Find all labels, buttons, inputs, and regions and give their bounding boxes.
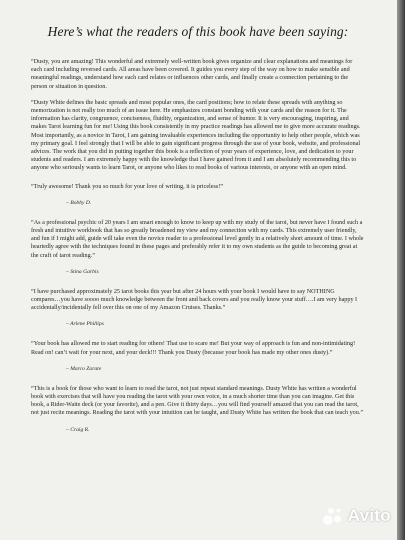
testimonial-author: – Marco Zarate [66, 365, 102, 372]
testimonial-text: “This is a book for those who want to learn to read the tarot, not just repeat standard meanings. Dusty White has written a wonderful book with exercises that will have you reading the tarot with your own voice, in a much shorter time than you can imagine. Get this book, a Rider-Waite deck (or your favorite), and a pen. Give it thirty days…you will find yourself amazed that you can read the tarot, not just recite meanings. Reading the tarot with your intuition can be taught, and Dusty White has written the book that can teach you.” [31, 385, 364, 417]
testimonial-text: “I have purchased approximately 25 tarot books this year but after 24 hours with your book I would have to say NOTHING compares…you have soooo much knowledge between the front and back covers and you really know your stuff….I am very happy I accidentally/incidentally fell over this on one of my Amazon Cruises. Thanks.” [31, 288, 358, 312]
testimonial-text: “Truly awesome! Thank you so much for your love of writing, it is priceless!” [31, 183, 224, 190]
testimonial-author: – Bobby D. [66, 199, 92, 206]
testimonial-author: – Craig R. [66, 426, 90, 433]
testimonial-author: – Stina Garbis [66, 268, 99, 275]
page-edge-shadow [397, 0, 405, 540]
page-heading: Here’s what the readers of this book have been saying: [47, 24, 349, 39]
testimonial-text: “Your book has allowed me to start reading for others! That use to scare me! But your way of approach is fun and non-intimidating! Read on! can’t wait for your next, and your deck!!! Thank you Dusty (because your book has made my other ones dusty).” [31, 341, 356, 356]
testimonial-text: “Dusty, you are amazing! This wonderful and extremely well-written book gives organize and clear explanations and meanings for each card including reversed cards. All areas have been covered. It guides you every step of the way on how to make sensible and meaningful readings, understand how each card relates or influences other cards, and finally create a connection pertaining to the person or situation in question. [31, 59, 353, 90]
testimonial-text: “As a professional psychic of 20 years I am smart enough to know to keep up with my study of the tarot, but never have I found such a fresh and intuitive workbook that has so greatly broadened my view and my connection with my cards. This extremely user friendly, and fun if I might add, guide will take even the novice reader to a professional level gently in a relatively short amount of time. I whole heartedly agree with the techniques found in these pages and preferably refer it to my own students as the guide to becoming great at the craft of tarot reading.” [31, 219, 364, 259]
testimonial-text: “Dusty White defines the basic spreads and most popular ones, the card positions; how to relate these spreads with anything so memorization is not really too much of an issue here. He emphasizes constant bonding with your cards and the reason for it. The information has clarity, congruence, conciseness, fluidity, organization, and sense of humor. It is very encouraging, inspiring, and makes Tarot learning fun for me! Using this book consistently in my practice readings has allowed me to give more accurate readings. Most importantly, as a novice in Tarot, I am gaining invaluable experiences including the opportunity to help other people, which was my primary goal. I feel strongly that I will be able to gain significant progress through the use of your book, website, and professional advices. The work that you did in putting together this book is a reflection of your years of experience, love, and dedication to your students and readers. I am extremely happy with the knowledge that I have gained from it and I am absolutely recommending this to anyone who seriously wants to learn Tarot, or anyone who likes to read books of various interests, or anyone with an open mind. [31, 99, 361, 172]
testimonial-author: – Arlene Phillips [66, 321, 104, 328]
avito-watermark-text: Avito [347, 506, 391, 525]
avito-watermark [322, 505, 391, 527]
avito-logo-icon [322, 505, 344, 527]
